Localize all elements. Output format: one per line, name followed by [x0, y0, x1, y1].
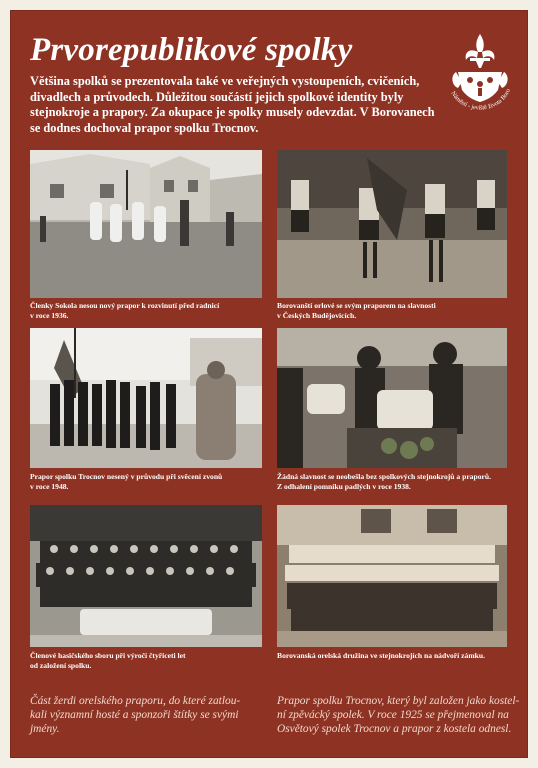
- quote-left: Část žerdi orelského praporu, do které zatlou- kali významní hosté a sponzoři štítky se svými jmény.: [30, 695, 241, 736]
- quote-right: Prapor spolku Trocnov, který byl založen jako kostel- ní zpěvácký spolek. V roce 1925 se přejmenoval na Osvětový spolek Trocnov a prapor z kostela odnesl.: [277, 695, 520, 736]
- photo-memorial-unveiling: [277, 328, 507, 468]
- caption-photo-2: Borovanští orlové se svým praporem na slavnosti v Českých Budějovicích.: [277, 301, 436, 320]
- caption-photo-1: Členky Sokola nesou nový prapor k rozvinutí před radnicí v roce 1936.: [30, 301, 220, 320]
- page-title: Prvorepublikové spolky: [30, 32, 353, 68]
- caption-photo-4: Žádná slavnost se neobešla bez spolkových stejnokrojů a praporů. Z odhalení pomníku padlých v roce 1938.: [277, 472, 491, 491]
- borovany-logo: [440, 28, 520, 120]
- photo-orel-group-castle: [277, 505, 507, 647]
- photo-trocnov-procession: [30, 328, 262, 468]
- photo-fire-brigade: [30, 505, 262, 647]
- caption-photo-5: Členové hasičského sboru při výročí čtyřiceti let od založení spolku.: [30, 651, 186, 670]
- photo-sokol-parade: [30, 150, 262, 298]
- caption-photo-6: Borovanská orelská družina ve stejnokrojích na nádvoří zámku.: [277, 651, 486, 660]
- logo-text: Náměstí - jeviště života Boro: [449, 87, 512, 112]
- intro-text: Většina spolků se prezentovala také ve veřejných vystoupeních, cvičeních, divadlech a průvodech. Důležitou součástí jejich spolkové identity byly stejnokroje a prapory. Za okupace je spolky musely odevzdat. V Borovanech se dodnes dochoval prapor spolku Trocnov.: [30, 74, 435, 135]
- exhibition-panel: [10, 10, 528, 758]
- caption-photo-3: Prapor spolku Trocnov nesený v průvodu při svěcení zvonů v roce 1948.: [30, 472, 223, 491]
- photo-orel-flag: [277, 150, 507, 298]
